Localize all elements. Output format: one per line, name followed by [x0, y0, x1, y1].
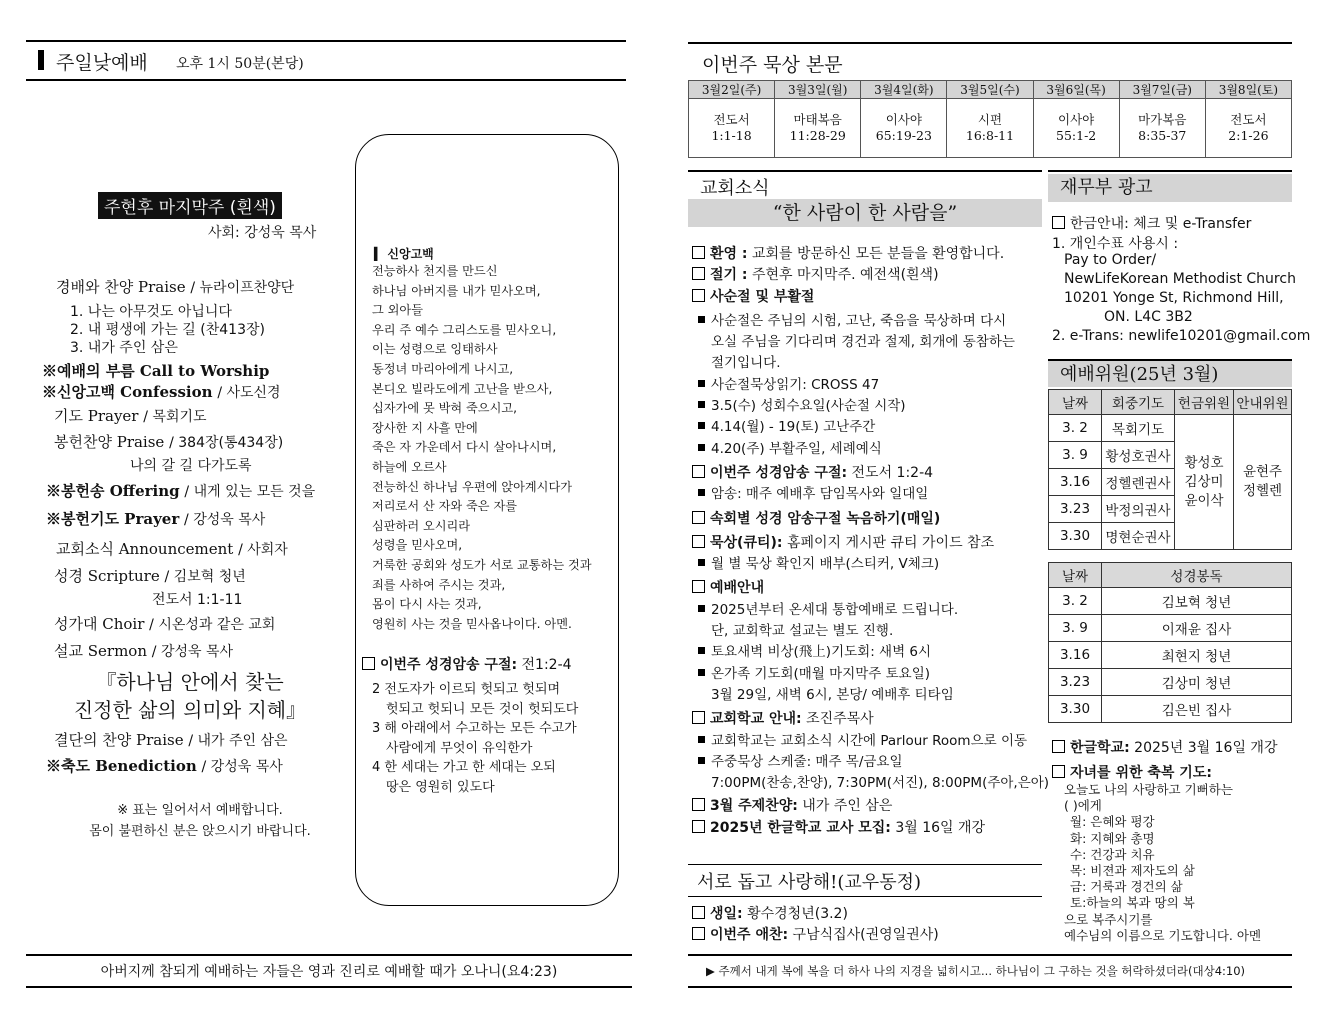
bullet-icon: [698, 422, 705, 429]
checkbox-icon: [692, 465, 705, 478]
table-row: 3. 9 황성호권사: [1049, 442, 1292, 469]
finance-title: 재무부 광고: [1048, 174, 1292, 202]
prayer-line: 수: 건강과 치유: [1070, 846, 1155, 862]
day-header: 3월6일(목): [1033, 81, 1119, 99]
scripture-ref: 전도서 1:1-11: [152, 592, 243, 608]
order-item: 설교 Sermon / 강성욱 목사: [54, 642, 234, 660]
table-row: 3. 2 목회기도 황성호 김상미 윤이삭 윤현주 정헬렌: [1049, 415, 1292, 442]
checkbox-icon: [692, 267, 705, 280]
worship-notes: ※ 표는 일어서서 예배합니다. 몸이 불편하신 분은 앉으시기 바랍니다.: [89, 803, 311, 839]
news-item: 이번주 성경암송 구절: 전도서 1:2-4: [692, 463, 1042, 484]
checkbox-icon: [692, 798, 705, 811]
news-item: 2025년부터 온세대 통합예배로 드립니다.: [692, 600, 1042, 621]
news-item: 교회학교 안내: 조진주목사: [692, 709, 1042, 730]
day-passage: [1205, 99, 1291, 158]
checkbox-icon: [1052, 216, 1065, 229]
order-item: 결단의 찬양 Praise / 내가 주인 삼은: [54, 731, 288, 749]
header-marker: [38, 50, 44, 70]
column-header: 날짜: [1049, 563, 1102, 588]
checkbox-icon: [362, 657, 375, 670]
day-header: 3월5일(수): [947, 81, 1033, 99]
fellowship-meal-line: 이번주 애찬: 구남식집사(권영일권사): [692, 924, 939, 944]
prayer-line: 목: 비젼과 제자도의 삶: [1070, 863, 1195, 879]
bullet-icon: [698, 444, 705, 451]
creed-line: 죄를 사하여 주시는 것과,: [372, 577, 506, 592]
news-item: 속회별 성경 암송구절 녹음하기(매일): [692, 509, 1042, 530]
day-header: 3월3일(월): [775, 81, 861, 99]
creed-title: ▍ 신앙고백: [374, 247, 434, 261]
creed-line: 심판하러 오시리라: [372, 518, 471, 533]
bullet-icon: [698, 401, 705, 408]
news-item: 사순절 및 부활절: [692, 287, 1042, 308]
memory-verse-title: 이번주 성경암송 구절: 전1:2-4: [362, 654, 572, 674]
news-item: 3월 29일, 새벽 6시, 본당/ 예배후 티타임: [711, 686, 954, 703]
creed-line: 그 외아들: [372, 303, 423, 318]
news-item: 절기입니다.: [711, 355, 781, 372]
news-item: 절기 : 주현후 마지막주. 예전색(흰색): [692, 265, 1042, 286]
checkbox-icon: [692, 820, 705, 833]
creed-line: 거룩한 공회와 성도가 서로 교통하는 것과: [372, 557, 592, 572]
order-item: ※축도 Benediction / 강성욱 목사: [46, 757, 283, 775]
day-passage: [1119, 99, 1205, 158]
table-row: 3.30 명현순권사: [1049, 523, 1292, 550]
prayer-line: 예수님의 이름으로 기도합니다. 아멘: [1064, 927, 1262, 943]
checkbox-icon: [692, 511, 705, 524]
order-item: ※예배의 부름 Call to Worship: [42, 362, 270, 380]
verse-ref: 65:19-23: [875, 128, 932, 143]
bullet-icon: [698, 757, 705, 764]
news-item: 온가족 기도회(매월 마지막주 토요일): [692, 664, 1042, 685]
song-item: 1. 나는 아무것도 아닙니다: [70, 304, 232, 320]
finance-line: 10201 Yonge St, Richmond Hill,: [1064, 290, 1284, 306]
creed-line: 성령을 믿사오며,: [372, 538, 463, 553]
duty-table: [1048, 389, 1292, 550]
creed-line: 죽은 자 가운데서 다시 살아나시며,: [372, 440, 557, 455]
book-name: 마가복음: [1138, 112, 1187, 127]
column-header: 성경봉독: [1102, 563, 1292, 588]
table-row: 3.30 김은빈 집사: [1049, 696, 1292, 723]
verse-ref: 8:35-37: [1138, 128, 1187, 143]
news-item: 단, 교회학교 설교는 별도 진행.: [711, 623, 894, 640]
creed-line: 하나님 아버지를 내가 믿사오며,: [372, 283, 541, 298]
creed-line: 장사한 지 사흘 만에: [372, 420, 478, 435]
news-item: 주중묵상 스케줄: 매주 목/금요일: [692, 752, 1042, 773]
table-row: 3.23 김상미 청년: [1049, 669, 1292, 696]
song-item: 3. 내가 주인 삼은: [70, 340, 178, 356]
checkbox-icon: [1052, 765, 1065, 778]
book-name: 이사야: [885, 112, 922, 127]
prayer-line: 오늘도 나의 사랑하고 기뻐하는: [1064, 782, 1233, 797]
order-item: 성가대 Choir / 시온성과 같은 교회: [54, 615, 276, 633]
memory-verse-text: 2 전도자가 이르되 헛되고 헛되며 헛되고 헛되니 모든 것이 헛되도다 3 해 아래에서 수고하는 모든 수고가 사람에게 무엇이 유익한가 4 한 세대는 가고 한 세대는 오되 땅은 영원히 있도다: [372, 682, 579, 795]
divider: [688, 864, 1042, 865]
creed-line: 전능하신 하나님 우편에 앉아계시다가: [372, 479, 572, 494]
day-header: 3월4일(화): [861, 81, 947, 99]
service-title: 주일낮예배: [56, 52, 148, 74]
creed-line: 하늘에 오르사: [372, 459, 447, 474]
finance-line: NewLifeKorean Methodist Church: [1064, 271, 1296, 287]
finance-line: Pay to Order/: [1064, 252, 1157, 268]
news-item: 교회학교는 교회소식 시간에 Parlour Room으로 이동: [692, 731, 1042, 752]
creed-text: [372, 262, 592, 634]
news-item: 사순절묵상읽기: CROSS 47: [692, 375, 1042, 396]
news-item: 오실 주님을 기다리며 경건과 절제, 회개에 동참하는: [711, 334, 1015, 351]
bullet-icon: [698, 489, 705, 496]
meditation-title: 이번주 묵상 본문: [702, 54, 843, 76]
creed-line: 본디오 빌라도에게 고난을 받으사,: [372, 381, 553, 396]
divider: [688, 986, 1292, 988]
bullet-icon: [698, 559, 705, 566]
checkbox-icon: [692, 289, 705, 302]
finance-line: 2. e-Trans: newlife10201@gmail.com: [1052, 328, 1311, 344]
finance-line: ON. L4C 3B2: [1104, 309, 1193, 325]
checkbox-icon: [692, 535, 705, 548]
news-item: 월 별 묵상 확인지 배부(스티커, V체크): [692, 554, 1042, 575]
fellowship-title: 서로 돕고 사랑해!(교우동정): [697, 872, 921, 893]
creed-line: 이는 성령으로 잉태하사: [372, 342, 498, 357]
offering-team: 황성호 김상미 윤이삭: [1175, 415, 1234, 550]
news-item: 3월 주제찬양: 내가 주인 삼은: [692, 796, 1042, 817]
order-item: 경배와 찬양 Praise / 뉴라이프찬양단: [56, 278, 295, 296]
reading-table: [1048, 562, 1292, 723]
news-item: 환영 : 교회를 방문하신 모든 분들을 환영합니다.: [692, 244, 1042, 265]
bullet-icon: [698, 605, 705, 612]
order-item: 성경 Scripture / 김보혁 청년: [54, 567, 246, 585]
bullet-icon: [698, 647, 705, 654]
finance-line: 한금안내: 체크 및 e-Transfer: [1052, 213, 1251, 233]
prayer-line: 금: 거룩과 경건의 삶: [1070, 879, 1183, 895]
day-header: 3월2일(주): [689, 81, 775, 99]
meditation-table: [688, 80, 1292, 158]
checkbox-icon: [1052, 740, 1065, 753]
creed-line: 영원히 사는 것을 믿사옵나이다. 아멘.: [372, 616, 572, 631]
bullet-icon: [698, 669, 705, 676]
day-header: 3월7일(금): [1119, 81, 1205, 99]
verse-ref: 11:28-29: [789, 128, 846, 143]
news-item: 예배안내: [692, 578, 1042, 599]
news-list: [692, 244, 1050, 839]
presider: 사회: 강성욱 목사: [208, 225, 317, 241]
day-passage: [947, 99, 1033, 158]
book-name: 전도서: [713, 112, 750, 127]
sunday-title: 주현후 마지막주 (흰색): [98, 192, 282, 219]
finance-line: 1. 개인수표 사용시 :: [1052, 236, 1179, 252]
creed-line: 전능하사 천지를 만드신: [372, 264, 498, 278]
news-item: 사순절은 주님의 시험, 고난, 죽음을 묵상하며 다시: [692, 311, 1042, 332]
creed-line: 십자가에 못 박혀 죽으시고,: [372, 401, 518, 416]
checkbox-icon: [692, 711, 705, 724]
news-item: 암송: 매주 예배후 담임목사와 일대일: [692, 484, 1042, 505]
news-item: 묵상(큐티): 홈페이지 게시판 큐티 가이드 참조: [692, 533, 1042, 554]
day-header: 3월8일(토): [1205, 81, 1291, 99]
news-title: 교회소식: [700, 178, 770, 199]
checkbox-icon: [692, 927, 705, 940]
table-row: 3.23 박정의권사: [1049, 496, 1292, 523]
prayer-line: 화: 지혜와 총명: [1070, 830, 1155, 846]
day-passage: [775, 99, 861, 158]
news-item: 4.20(주) 부활주일, 세례예식: [692, 439, 1042, 460]
duty-title: 예배위원(25년 3월): [1048, 359, 1292, 387]
order-item: 교회소식 Announcement / 사회자: [56, 540, 288, 558]
order-item: ※신앙고백 Confession / 사도신경: [42, 383, 281, 401]
bullet-icon: [698, 380, 705, 387]
news-item: 토요새벽 비상(飛上)기도회: 새벽 6시: [692, 642, 1042, 663]
footer-verse: 아버지께 참되게 예배하는 자들은 영과 진리로 예배할 때가 오나니(요4:23): [100, 964, 558, 980]
prayer-line: 월: 은혜와 평강: [1070, 814, 1155, 830]
table-row: 3. 2 김보혁 청년: [1049, 588, 1292, 615]
prayer-line: ( )에게: [1064, 798, 1102, 814]
bullet-icon: [698, 316, 705, 323]
news-item: 2025년 한글학교 교사 모집: 3월 16일 개강: [692, 818, 1042, 839]
book-name: 마태복음: [793, 112, 842, 127]
verse-ref: 2:1-26: [1228, 128, 1269, 143]
sermon-title: 『하나님 안에서 찾는 진정한 삶의 의미와 지혜』: [73, 670, 307, 722]
verse-ref: 1:1-18: [711, 128, 752, 143]
creed-line: 몸이 다시 사는 것과,: [372, 597, 482, 612]
divider: [688, 896, 1042, 897]
usher-team: 윤현주 정헬렌: [1234, 415, 1292, 550]
prayer-line: 으로 복주시기를: [1064, 911, 1153, 927]
divider: [688, 954, 1292, 956]
table-row: 3.16 최현지 청년: [1049, 642, 1292, 669]
hymn-title: 나의 갈 길 다가도록: [130, 458, 252, 474]
news-item: 4.14(월) - 19(토) 고난주간: [692, 417, 1042, 438]
news-banner: “한 사람이 한 사람을”: [688, 199, 1042, 227]
divider: [26, 40, 626, 42]
order-item: 봉헌찬양 Praise / 384장(통434장): [54, 433, 284, 451]
column-header: 헌금위원: [1175, 390, 1234, 415]
news-item: 3.5(수) 성회수요일(사순절 시작): [692, 396, 1042, 417]
bullet-icon: [698, 736, 705, 743]
creed-line: 동정녀 마리아에게 나시고,: [372, 361, 514, 376]
service-time: 오후 1시 50분(본당): [176, 56, 304, 72]
birthday-line: 생일: 황수경청년(3.2): [692, 903, 848, 923]
song-item: 2. 내 평생에 가는 길 (찬413장): [70, 322, 265, 338]
day-passage: [689, 99, 775, 158]
day-passage: [861, 99, 947, 158]
divider: [26, 79, 626, 81]
creed-line: 저리로서 산 자와 죽은 자를: [372, 499, 518, 514]
footer-verse: ▶ 주께서 내게 복에 복을 더 하사 나의 지경을 넓히시고... 하나님이 그 구하는 것을 허락하셨더라(대상4:10): [706, 964, 1246, 978]
divider: [1048, 170, 1292, 172]
book-name: 시편: [977, 112, 1003, 127]
divider: [688, 170, 1042, 172]
book-name: 전도서: [1230, 112, 1267, 127]
news-item: 7:00PM(찬송,찬양), 7:30PM(서진), 8:00PM(주아,은아): [711, 775, 1050, 792]
book-name: 이사야: [1058, 112, 1095, 127]
checkbox-icon: [692, 580, 705, 593]
column-header: 날짜: [1049, 390, 1102, 415]
order-item: ※봉헌기도 Prayer / 강성욱 목사: [46, 510, 266, 528]
prayer-text: [1064, 782, 1261, 944]
prayer-title: 자녀를 위한 축복 기도:: [1052, 762, 1212, 782]
column-header: 안내위원: [1234, 390, 1292, 415]
checkbox-icon: [692, 246, 705, 259]
prayer-line: 토:하늘의 복과 땅의 복: [1070, 895, 1195, 911]
divider: [26, 986, 632, 988]
divider: [26, 954, 632, 956]
day-passage: [1033, 99, 1119, 158]
table-row: 3. 9 이재윤 집사: [1049, 615, 1292, 642]
korean-school-line: 한글학교: 2025년 3월 16일 개강: [1052, 737, 1277, 757]
creed-line: 우리 주 예수 그리스도를 믿사오니,: [372, 322, 557, 337]
order-item: 기도 Prayer / 목회기도: [54, 407, 207, 425]
verse-ref: 55:1-2: [1056, 128, 1097, 143]
checkbox-icon: [692, 906, 705, 919]
divider: [688, 42, 1292, 44]
table-row: 3.16 정헬렌권사: [1049, 469, 1292, 496]
order-item: ※봉헌송 Offering / 내게 있는 모든 것을: [46, 482, 316, 500]
column-header: 회중기도: [1102, 390, 1175, 415]
verse-ref: 16:8-11: [965, 128, 1015, 143]
